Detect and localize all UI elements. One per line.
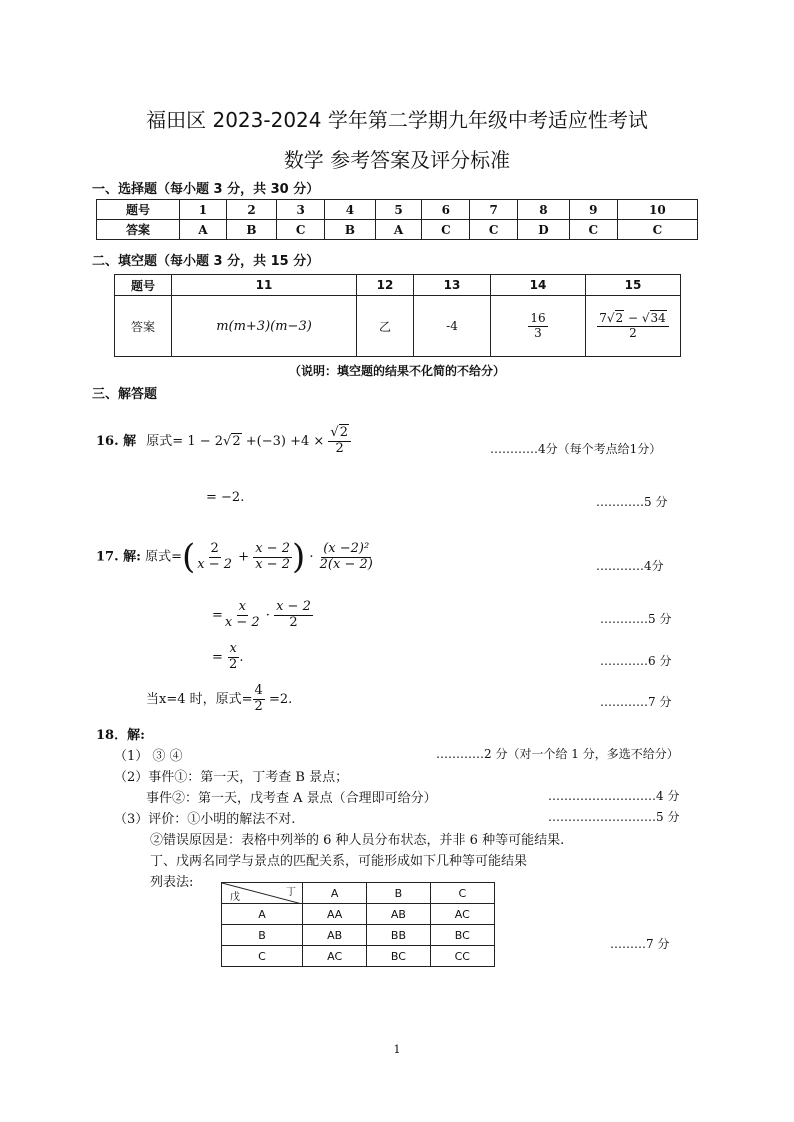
fraction: $\frac{√2}{2}$: [328, 426, 351, 457]
question-number: 4: [325, 200, 376, 220]
choice-number-row: [97, 200, 698, 220]
q18-part2b: 事件②：第一天，戊考查 A 景点（合理即可给分）: [146, 791, 437, 806]
q18-part3d: 列表法:: [150, 875, 194, 890]
question-number: 11: [172, 275, 357, 296]
question-number: 6: [422, 200, 470, 220]
question-number: 15: [586, 275, 681, 296]
answer-13: -4: [414, 296, 491, 357]
row-header: C: [222, 946, 303, 967]
question-number: 12: [357, 275, 414, 296]
question-number: 13: [414, 275, 491, 296]
question-number: 5: [375, 200, 422, 220]
answer-12: 乙: [357, 296, 414, 357]
q18-part2a: （2）事件①：第一天，丁考查 B 景点；: [114, 770, 349, 785]
q17-step1-points: …………4分: [596, 559, 664, 573]
question-number: 14: [491, 275, 586, 296]
question-number: 8: [518, 200, 570, 220]
question-number: 10: [617, 200, 697, 220]
fill-blank-note: （说明：填空题的结果不化简的不给分）: [288, 364, 505, 378]
outcome-cell: AB: [303, 925, 367, 946]
page-title: 福田区 2023-2024 学年第二学期九年级中考适应性考试: [146, 108, 648, 132]
corner-top-label: 丁: [286, 887, 296, 898]
q16-step1-points: …………4分（每个考点给1分）: [490, 442, 662, 456]
fill-number-row: [115, 275, 681, 296]
question-number: 7: [470, 200, 518, 220]
table-row: [222, 946, 495, 967]
q18-part3c: 丁、戊两名同学与景点的匹配关系，可能形成如下几种等可能结果: [150, 854, 528, 869]
answer-cell: C: [277, 220, 325, 240]
question-number: 9: [569, 200, 617, 220]
q18-part2-points: ………………………4 分: [548, 789, 680, 803]
fraction: $\frac{x}{x - 2}$: [224, 599, 260, 630]
fraction: $\frac{x - 2}{x - 2}$: [255, 540, 290, 572]
outcome-cell: CC: [430, 946, 494, 967]
outcome-cell: BC: [367, 946, 430, 967]
row-label: 答案: [115, 296, 172, 357]
q18-part3b: ②错误原因是：表格中列举的 6 种人员分布状态，并非 6 种等可能结果.: [150, 833, 565, 848]
fraction: $\frac{\text{(x −2)²}}{2(x - 2)}$: [319, 540, 373, 572]
column-header: C: [430, 883, 494, 904]
q18-part1-points: …………2 分（对一个给 1 分，多选不给分）: [436, 747, 679, 761]
diagonal-corner-cell: [222, 883, 303, 904]
page-number: 1: [393, 1043, 401, 1056]
section1-heading: 一、选择题（每小题 3 分，共 30 分）: [92, 182, 320, 197]
answer-15: [586, 296, 681, 357]
answer-14: [491, 296, 586, 357]
answer-cell: C: [470, 220, 518, 240]
corner-bottom-label: 戊: [230, 892, 240, 903]
outcome-cell: AB: [367, 904, 430, 925]
q17-step1: 17. 解: 原式=( $\frac{2}{x - 2}$ + $\frac{x - 2}{x - 2}$ ) · $\frac{\text{(x −2)²}}{2(x - 2)}$: [96, 537, 373, 577]
answer-cell: B: [226, 220, 277, 240]
row-label: 题号: [115, 275, 172, 296]
outcome-cell: AA: [303, 904, 367, 925]
outcome-header-row: [222, 883, 495, 904]
table-row: [222, 904, 495, 925]
q18-table-points: ………7 分: [610, 937, 670, 951]
q16-step2-points: …………5 分: [596, 495, 668, 509]
fraction: $\frac{4}{2}$: [254, 683, 263, 714]
answer-cell: A: [180, 220, 227, 240]
outcome-cell: BC: [430, 925, 494, 946]
answer-cell: A: [375, 220, 422, 240]
fill-blank-answer-table: [114, 274, 681, 357]
choice-answer-row: [97, 220, 698, 240]
answer-cell: C: [617, 220, 697, 240]
answer-cell: C: [569, 220, 617, 240]
row-label: 题号: [97, 200, 180, 220]
section3-heading: 三、解答题: [92, 387, 158, 402]
q18-part1: （1） ③ ④: [114, 749, 183, 764]
q17-step4-points: …………7 分: [600, 695, 672, 709]
outcome-cell: AC: [430, 904, 494, 925]
q17-step3-points: …………6 分: [600, 654, 672, 668]
fraction: $\frac{7√2 - √34}{2}$: [597, 312, 669, 341]
fraction: $\frac{16}{3}$: [530, 310, 546, 340]
page-subtitle: 数学 参考答案及评分标准: [283, 148, 511, 172]
section2-heading: 二、填空题（每小题 3 分，共 15 分）: [92, 254, 320, 269]
q18-part3-points: ………………………5 分: [548, 810, 680, 824]
q16-label: 16. 解: [96, 433, 137, 449]
q16-step1: 16. 解 原式= 1 − 2√2 +(−3) +4 × $\frac{√2}{2}$: [96, 426, 351, 457]
outcome-table: [221, 882, 495, 967]
row-header: A: [222, 904, 303, 925]
answer-cell: D: [518, 220, 570, 240]
column-header: A: [303, 883, 367, 904]
column-header: B: [367, 883, 430, 904]
question-number: 2: [226, 200, 277, 220]
q17-step3: = $\frac{x}{2}$ .: [212, 641, 244, 672]
q17-step2-points: …………5 分: [600, 612, 672, 626]
q18-part3a: （3）评价：①小明的解法不对.: [114, 812, 296, 827]
q17-label: 17. 解:: [96, 549, 141, 565]
outcome-cell: BB: [367, 925, 430, 946]
choice-answer-table: [96, 199, 698, 240]
fill-answer-row: [115, 296, 681, 357]
row-label: 答案: [97, 220, 180, 240]
fraction: $\frac{x - 2}{2}$: [276, 599, 311, 630]
q17-step4: 当x=4 时，原式= $\frac{4}{2}$ =2.: [146, 683, 293, 714]
answer-11: m(m+3)(m−3): [172, 296, 357, 357]
row-header: B: [222, 925, 303, 946]
table-row: [222, 925, 495, 946]
question-number: 1: [180, 200, 227, 220]
outcome-cell: AC: [303, 946, 367, 967]
fraction: $\frac{2}{x - 2}$: [197, 540, 233, 572]
answer-cell: B: [325, 220, 376, 240]
answer-cell: C: [422, 220, 470, 240]
question-number: 3: [277, 200, 325, 220]
fraction: $\frac{x}{2}$: [229, 641, 238, 672]
q18-label: 18．解:: [96, 728, 145, 743]
q16-result: = −2.: [206, 490, 245, 505]
q17-step2: = $\frac{x}{x - 2}$ · $\frac{x - 2}{2}$: [212, 599, 311, 630]
